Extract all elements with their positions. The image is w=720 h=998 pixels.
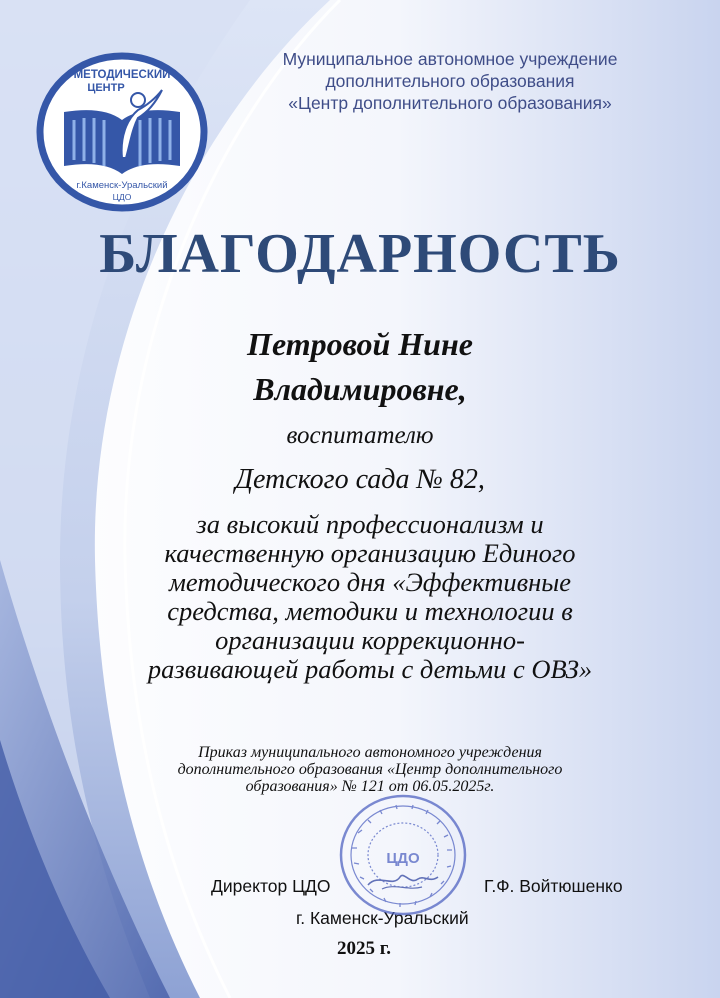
- org-line: Муниципальное автономное учреждение: [282, 49, 618, 69]
- recipient-position: воспитателю: [286, 422, 434, 449]
- document-title: БЛАГОДАРНОСТЬ: [99, 223, 621, 285]
- reason-line: организации коррекционно-: [215, 625, 525, 655]
- recipient-name-line: Владимировне,: [253, 371, 467, 407]
- methodical-center-logo: [34, 50, 210, 214]
- recipient-name: [120, 322, 600, 412]
- gratitude-reason: [60, 510, 680, 684]
- logo-cdo-text: ЦДО: [112, 192, 132, 202]
- reason-line: методического дня «Эффективные: [169, 567, 571, 597]
- order-reference: [90, 744, 650, 795]
- order-line: образования» № 121 от 06.05.2025г.: [245, 778, 495, 795]
- seal-center-text: ЦДО: [386, 850, 420, 867]
- director-title: Директор ЦДО: [211, 876, 331, 896]
- reason-line: развивающей работы с детьми с ОВЗ»: [147, 654, 593, 684]
- order-line: Приказ муниципального автономного учреждения: [198, 744, 542, 761]
- organization-header: [230, 48, 670, 114]
- org-line: «Центр дополнительного образования»: [288, 93, 612, 113]
- official-seal-stamp: [338, 793, 468, 918]
- recipient-organization: Детского сада № 82,: [235, 464, 485, 495]
- handwritten-signature: [368, 875, 438, 885]
- reason-line: качественную организацию Единого: [164, 538, 576, 568]
- recipient-name-line: Петровой Нине: [247, 326, 473, 362]
- logo-city-text: г.Каменск-Уральский: [76, 180, 168, 191]
- director-name: Г.Ф. Войтюшенко: [484, 876, 623, 896]
- logo-text-center: ЦЕНТР: [87, 82, 125, 94]
- org-line: дополнительного образования: [325, 71, 575, 91]
- reason-line: за высокий профессионализм и: [196, 509, 544, 539]
- city: г. Каменск-Уральский: [296, 908, 469, 928]
- order-line: дополнительного образования «Центр дополнительного: [177, 761, 563, 778]
- logo-text-top: МЕТОДИЧЕСКИЙ: [73, 69, 171, 81]
- year: 2025 г.: [337, 938, 391, 959]
- reason-line: средства, методики и технологии в: [167, 596, 573, 626]
